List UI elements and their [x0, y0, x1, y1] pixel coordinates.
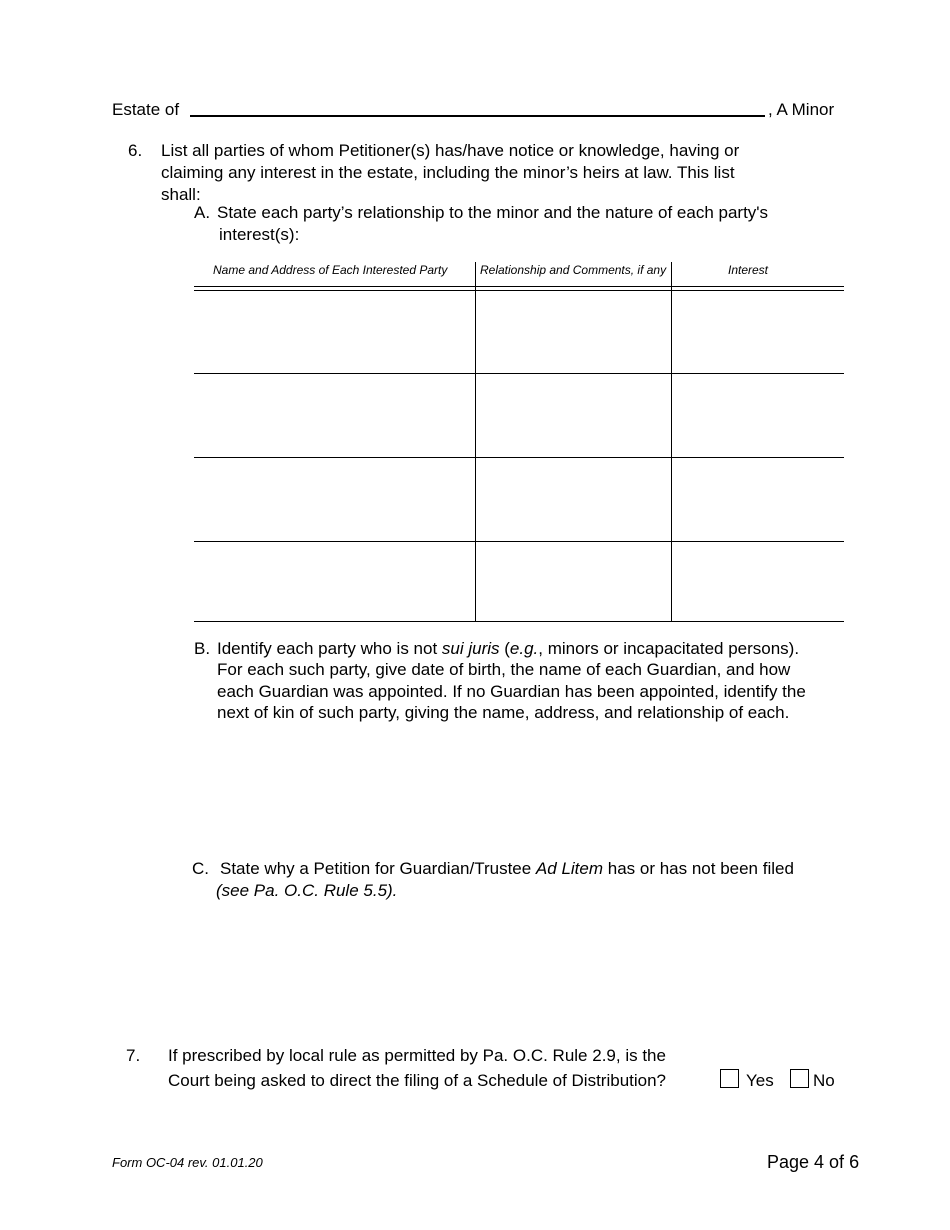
- sub-a-line1: State each party’s relationship to the minor and the nature of each party's: [217, 203, 769, 222]
- sub-b-line4: next of kin of such party, giving the name, address, and relationship of each.: [217, 703, 790, 722]
- table-cell-name[interactable]: [196, 544, 473, 619]
- table-cell-interest[interactable]: [674, 544, 842, 619]
- table-row-divider: [194, 373, 844, 374]
- sub-b-response-area[interactable]: [217, 730, 857, 840]
- form-id: Form OC-04 rev. 01.01.20: [112, 1155, 263, 1170]
- table-row-divider: [194, 541, 844, 542]
- table-cell-interest[interactable]: [674, 376, 842, 455]
- estate-name-field[interactable]: [190, 115, 765, 117]
- table-header-rule-bottom: [194, 290, 844, 291]
- sub-b-line1: Identify each party who is not sui juris (e.g., minors or incapacitated persons).: [217, 639, 800, 658]
- table-row-divider: [194, 457, 844, 458]
- sub-a-letter: A.: [194, 203, 211, 222]
- yes-checkbox[interactable]: [720, 1069, 739, 1088]
- col-header-name-address: Name and Address of Each Interested Party: [213, 263, 448, 277]
- item6-number: 6.: [128, 141, 143, 160]
- item7-line1: If prescribed by local rule as permitted by Pa. O.C. Rule 2.9, is the: [168, 1046, 666, 1065]
- sub-c-letter: C.: [192, 859, 209, 878]
- col-header-relationship: Relationship and Comments, if any: [480, 263, 667, 277]
- item7-line2: Court being asked to direct the filing of a Schedule of Distribution?: [168, 1071, 667, 1090]
- table-column-divider: [671, 262, 672, 622]
- table-column-divider: [475, 262, 476, 622]
- table-cell-name[interactable]: [196, 460, 473, 539]
- table-bottom-rule: [194, 621, 844, 622]
- table-cell-interest[interactable]: [674, 293, 842, 371]
- a-minor-label: , A Minor: [768, 100, 835, 119]
- sub-b-letter: B.: [194, 639, 211, 658]
- sub-b-line3: each Guardian was appointed. If no Guardian has been appointed, identify the: [217, 682, 806, 701]
- no-checkbox[interactable]: [790, 1069, 809, 1088]
- table-cell-name[interactable]: [196, 293, 473, 371]
- sub-c-response-area[interactable]: [216, 910, 856, 1030]
- table-cell-relationship[interactable]: [478, 544, 669, 619]
- item7-number: 7.: [126, 1046, 141, 1065]
- table-cell-relationship[interactable]: [478, 293, 669, 371]
- table-cell-relationship[interactable]: [478, 460, 669, 539]
- table-cell-name[interactable]: [196, 376, 473, 455]
- item6-text-line2: claiming any interest in the estate, including the minor’s heirs at law. This list: [161, 163, 735, 182]
- item6-text-line1: List all parties of whom Petitioner(s) has/have notice or knowledge, having or: [161, 141, 740, 160]
- table-header-rule-top: [194, 286, 844, 287]
- sub-a-line2: interest(s):: [219, 225, 300, 244]
- table-cell-relationship[interactable]: [478, 376, 669, 455]
- estate-of-label: Estate of: [112, 100, 180, 119]
- item6-text-line3: shall:: [161, 185, 201, 204]
- page-number: Page 4 of 6: [767, 1152, 860, 1172]
- no-label: No: [813, 1071, 835, 1090]
- sub-b-line2: For each such party, give date of birth, the name of each Guardian, and how: [217, 660, 791, 679]
- sub-c-line1: State why a Petition for Guardian/Trustee Ad Litem has or has not been filed: [220, 859, 794, 878]
- table-cell-interest[interactable]: [674, 460, 842, 539]
- col-header-interest: Interest: [728, 263, 769, 277]
- yes-label: Yes: [746, 1071, 774, 1090]
- sub-c-line2: (see Pa. O.C. Rule 5.5).: [216, 881, 398, 900]
